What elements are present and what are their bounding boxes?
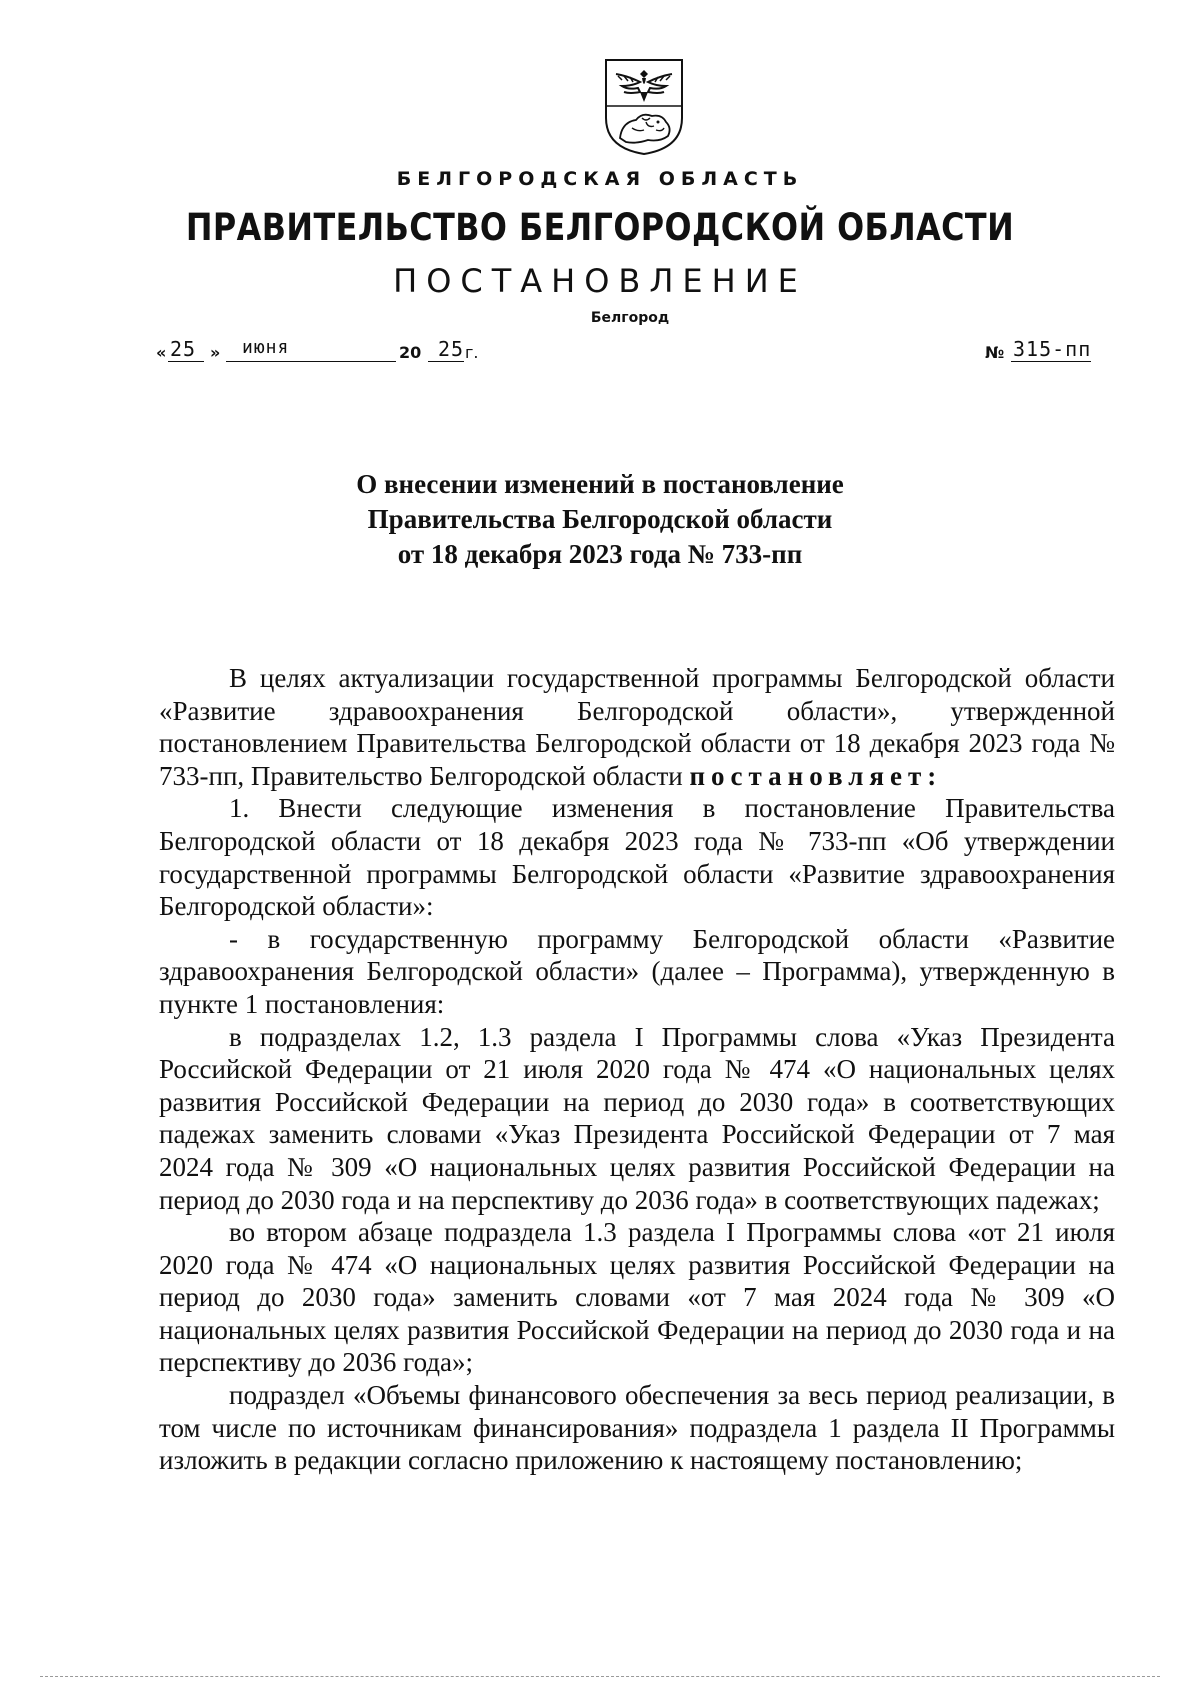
region-name: БЕЛГОРОДСКАЯ ОБЛАСТЬ	[396, 168, 804, 190]
paragraph-5: подраздел «Объемы финансового обеспечения за весь период реализации, в том числе по источникам финансирования» подраздела 1 раздела II Программы изложить в редакции согласно приложению к настоящему постановлению;	[159, 1380, 1115, 1476]
title-line-2: Правительства Белгородской области	[367, 504, 833, 534]
document-body	[159, 662, 1115, 1477]
date-month-underline	[226, 361, 396, 362]
paragraph-2: - в государственную программу Белгородской области «Развитие здравоохранения Белгородской области» (далее – Программа), утвержденную в пункте 1 постановления:	[159, 923, 1115, 1019]
dateline	[156, 339, 1116, 369]
date-close-quote: »	[210, 343, 221, 362]
intro-paragraph	[159, 662, 1115, 792]
resolves-word: постановляет:	[689, 760, 943, 791]
date-year-underline	[428, 361, 464, 362]
intro-text: В целях актуализации государственной программы Белгородской области «Развитие здравоохранения Белгородской области», утвержденной постановлением Правительства Белгородской области от 18 декабря 2023 года № 733-пп, Правительство Белгородской области	[159, 663, 1115, 791]
decree-number-underline	[1011, 361, 1091, 362]
footer-rule	[40, 1676, 1160, 1677]
date-day-underline	[168, 361, 204, 362]
date-year-prefix: 20	[399, 343, 422, 362]
title-line-1: О внесении изменений в постановление	[356, 469, 844, 499]
paragraph-4: во втором абзаце подраздела 1.3 раздела I Программы слова «от 21 июля 2020 года № 474 «О национальных целях развития Российской Федерации на период до 2030 года» заменить словами «от 7 мая 2024 года № 309 «О национальных целях развития Российской Федерации на период до 2030 года и на перспективу до 2036 года»;	[159, 1217, 1115, 1378]
paragraph-3: в подразделах 1.2, 1.3 раздела I Программы слова «Указ Президента Российской Федерации от 21 июля 2020 года № 474 «О национальных целях развития Российской Федерации на период до 2030 года» в соответствующих падежах заменить словами «Указ Президента Российской Федерации от 7 мая 2024 года № 309 «О национальных целях развития Российской Федерации на период до 2030 года и на перспективу до 2036 года» в соответствующих падежах;	[159, 1021, 1115, 1215]
date-month: июня	[242, 337, 290, 358]
decree-number: 315-пп	[1013, 337, 1092, 361]
document-title	[0, 467, 1200, 572]
date-open-quote: «	[156, 343, 167, 362]
paragraph-1: 1. Внести следующие изменения в постановление Правительства Белгородской области от 18 декабря 2023 года № 733-пп «Об утверждении государственной программы Белгородской области «Развитие здравоохранения Белгородской области»:	[159, 793, 1115, 922]
government-name: ПРАВИТЕЛЬСТВО БЕЛГОРОДСКОЙ ОБЛАСТИ	[185, 206, 1015, 249]
date-day: 25	[170, 337, 197, 361]
coat-of-arms-emblem	[602, 56, 686, 156]
title-line-3: от 18 декабря 2023 года № 733-пп	[397, 539, 803, 569]
document-type: ПОСТАНОВЛЕНИЕ	[393, 262, 807, 300]
decree-number-label: №	[985, 343, 1005, 362]
date-year-suffix: 25	[438, 337, 465, 361]
date-year-unit: г.	[465, 343, 479, 362]
city-name: Белгород	[590, 310, 670, 326]
